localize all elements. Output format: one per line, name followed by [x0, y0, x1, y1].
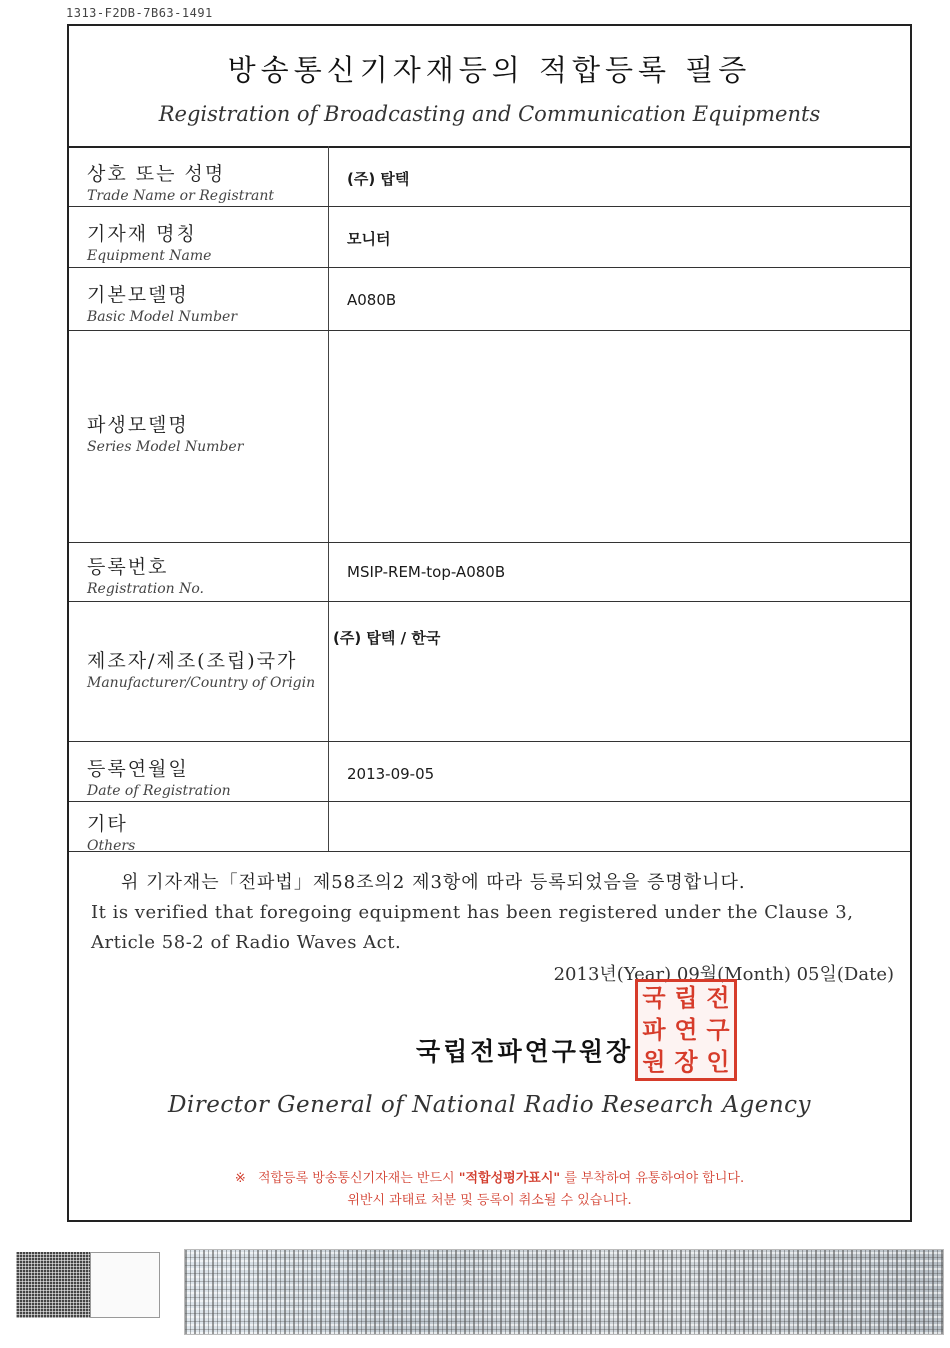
registration-date-value: 2013-09-05: [347, 765, 435, 783]
label-en: Trade Name or Registrant: [87, 188, 275, 204]
label-ko: 기타: [87, 813, 128, 835]
security-pattern-strip: [184, 1249, 944, 1335]
notice-line-2: 위반시 과태료 처분 및 등록이 취소될 수 있습니다.: [347, 1193, 632, 1208]
notice-text: 적합등록 방송통신기자재는 반드시: [257, 1171, 455, 1186]
trade-name-value: (주) 탑텍: [347, 170, 410, 188]
certification-statement-english: It is verified that foregoing equipment has been registered under the Clause 3, Article 58-2 of Radio Waves Act.: [91, 902, 854, 953]
director-title-english: Director General of National Radio Research Agency: [167, 1092, 812, 1118]
notice-text: 를 부착하여 유통하여야 합니다.: [564, 1171, 745, 1186]
label-en: Date of Registration: [87, 783, 231, 799]
row-divider: [69, 542, 910, 543]
label-ko: 등록연월일: [87, 758, 189, 780]
table-column-divider: [328, 146, 329, 851]
registration-no-value: MSIP-REM-top-A080B: [347, 563, 506, 581]
registration-date-label: [87, 754, 231, 799]
certification-statement-korean: 위 기자재는「전파법」제58조의2 제3항에 따라 등록되었음을 증명합니다.: [121, 872, 746, 893]
manufacturer-label: [87, 646, 315, 691]
director-title-korean: 국립전파연구원장: [416, 1037, 634, 1066]
seal-char: 구: [706, 1016, 730, 1044]
official-seal-stamp: [635, 979, 737, 1081]
row-divider: [69, 267, 910, 268]
row-divider: [69, 330, 910, 331]
seal-char: 원: [642, 1048, 666, 1076]
equipment-name-label: [87, 219, 211, 264]
manufacturer-value: (주) 탑텍 / 한국: [333, 629, 441, 647]
notice-mark: ※: [234, 1171, 246, 1186]
certificate-title-korean: 방송통신기자재등의 적합등록 필증: [227, 53, 752, 87]
trade-name-label: [87, 159, 274, 204]
certificate-title-english: Registration of Broadcasting and Communication Equipments: [158, 102, 821, 126]
row-divider: [69, 801, 910, 802]
header-divider: [69, 146, 910, 148]
seal-char: 립: [674, 984, 698, 1012]
label-en: Registration No.: [87, 581, 204, 597]
basic-model-label: [87, 280, 237, 325]
label-ko: 기본모델명: [87, 284, 189, 306]
notice-emphasis: "적합성평가표시": [458, 1171, 561, 1186]
label-ko: 제조자/제조(조립)국가: [87, 650, 298, 672]
document-id: 1313-F2DB-7B63-1491: [66, 6, 213, 20]
label-ko: 상호 또는 성명: [87, 163, 226, 185]
series-model-label: [87, 410, 243, 455]
issue-date: 2013년(Year) 09월(Month) 05일(Date): [553, 964, 894, 985]
row-divider: [69, 601, 910, 602]
label-en: Others: [87, 838, 136, 854]
others-label: [87, 809, 135, 854]
equipment-name-value: 모니터: [347, 230, 391, 248]
label-ko: 파생모델명: [87, 414, 189, 436]
registration-no-label: [87, 552, 204, 597]
barcode-label-box: [90, 1252, 160, 1318]
2d-barcode-icon: [16, 1252, 90, 1318]
row-divider: [69, 741, 910, 742]
label-ko: 등록번호: [87, 556, 169, 578]
label-en: Basic Model Number: [87, 309, 238, 325]
basic-model-value: A080B: [347, 291, 397, 309]
label-en: Equipment Name: [87, 248, 212, 264]
seal-char: 전: [706, 984, 730, 1012]
compliance-notice: [69, 1168, 910, 1212]
seal-char: 파: [642, 1016, 666, 1044]
seal-char: 장: [674, 1048, 698, 1076]
table-bottom-divider: [69, 851, 910, 852]
seal-char: 인: [706, 1048, 730, 1076]
notice-line-1: [69, 1168, 910, 1190]
label-en: Series Model Number: [87, 439, 244, 455]
seal-char: 국: [642, 984, 666, 1012]
seal-char: 연: [674, 1016, 698, 1044]
label-en: Manufacturer/Country of Origin: [87, 675, 316, 691]
row-divider: [69, 206, 910, 207]
certificate-frame: [67, 24, 912, 1222]
label-ko: 기자재 명칭: [87, 223, 197, 245]
